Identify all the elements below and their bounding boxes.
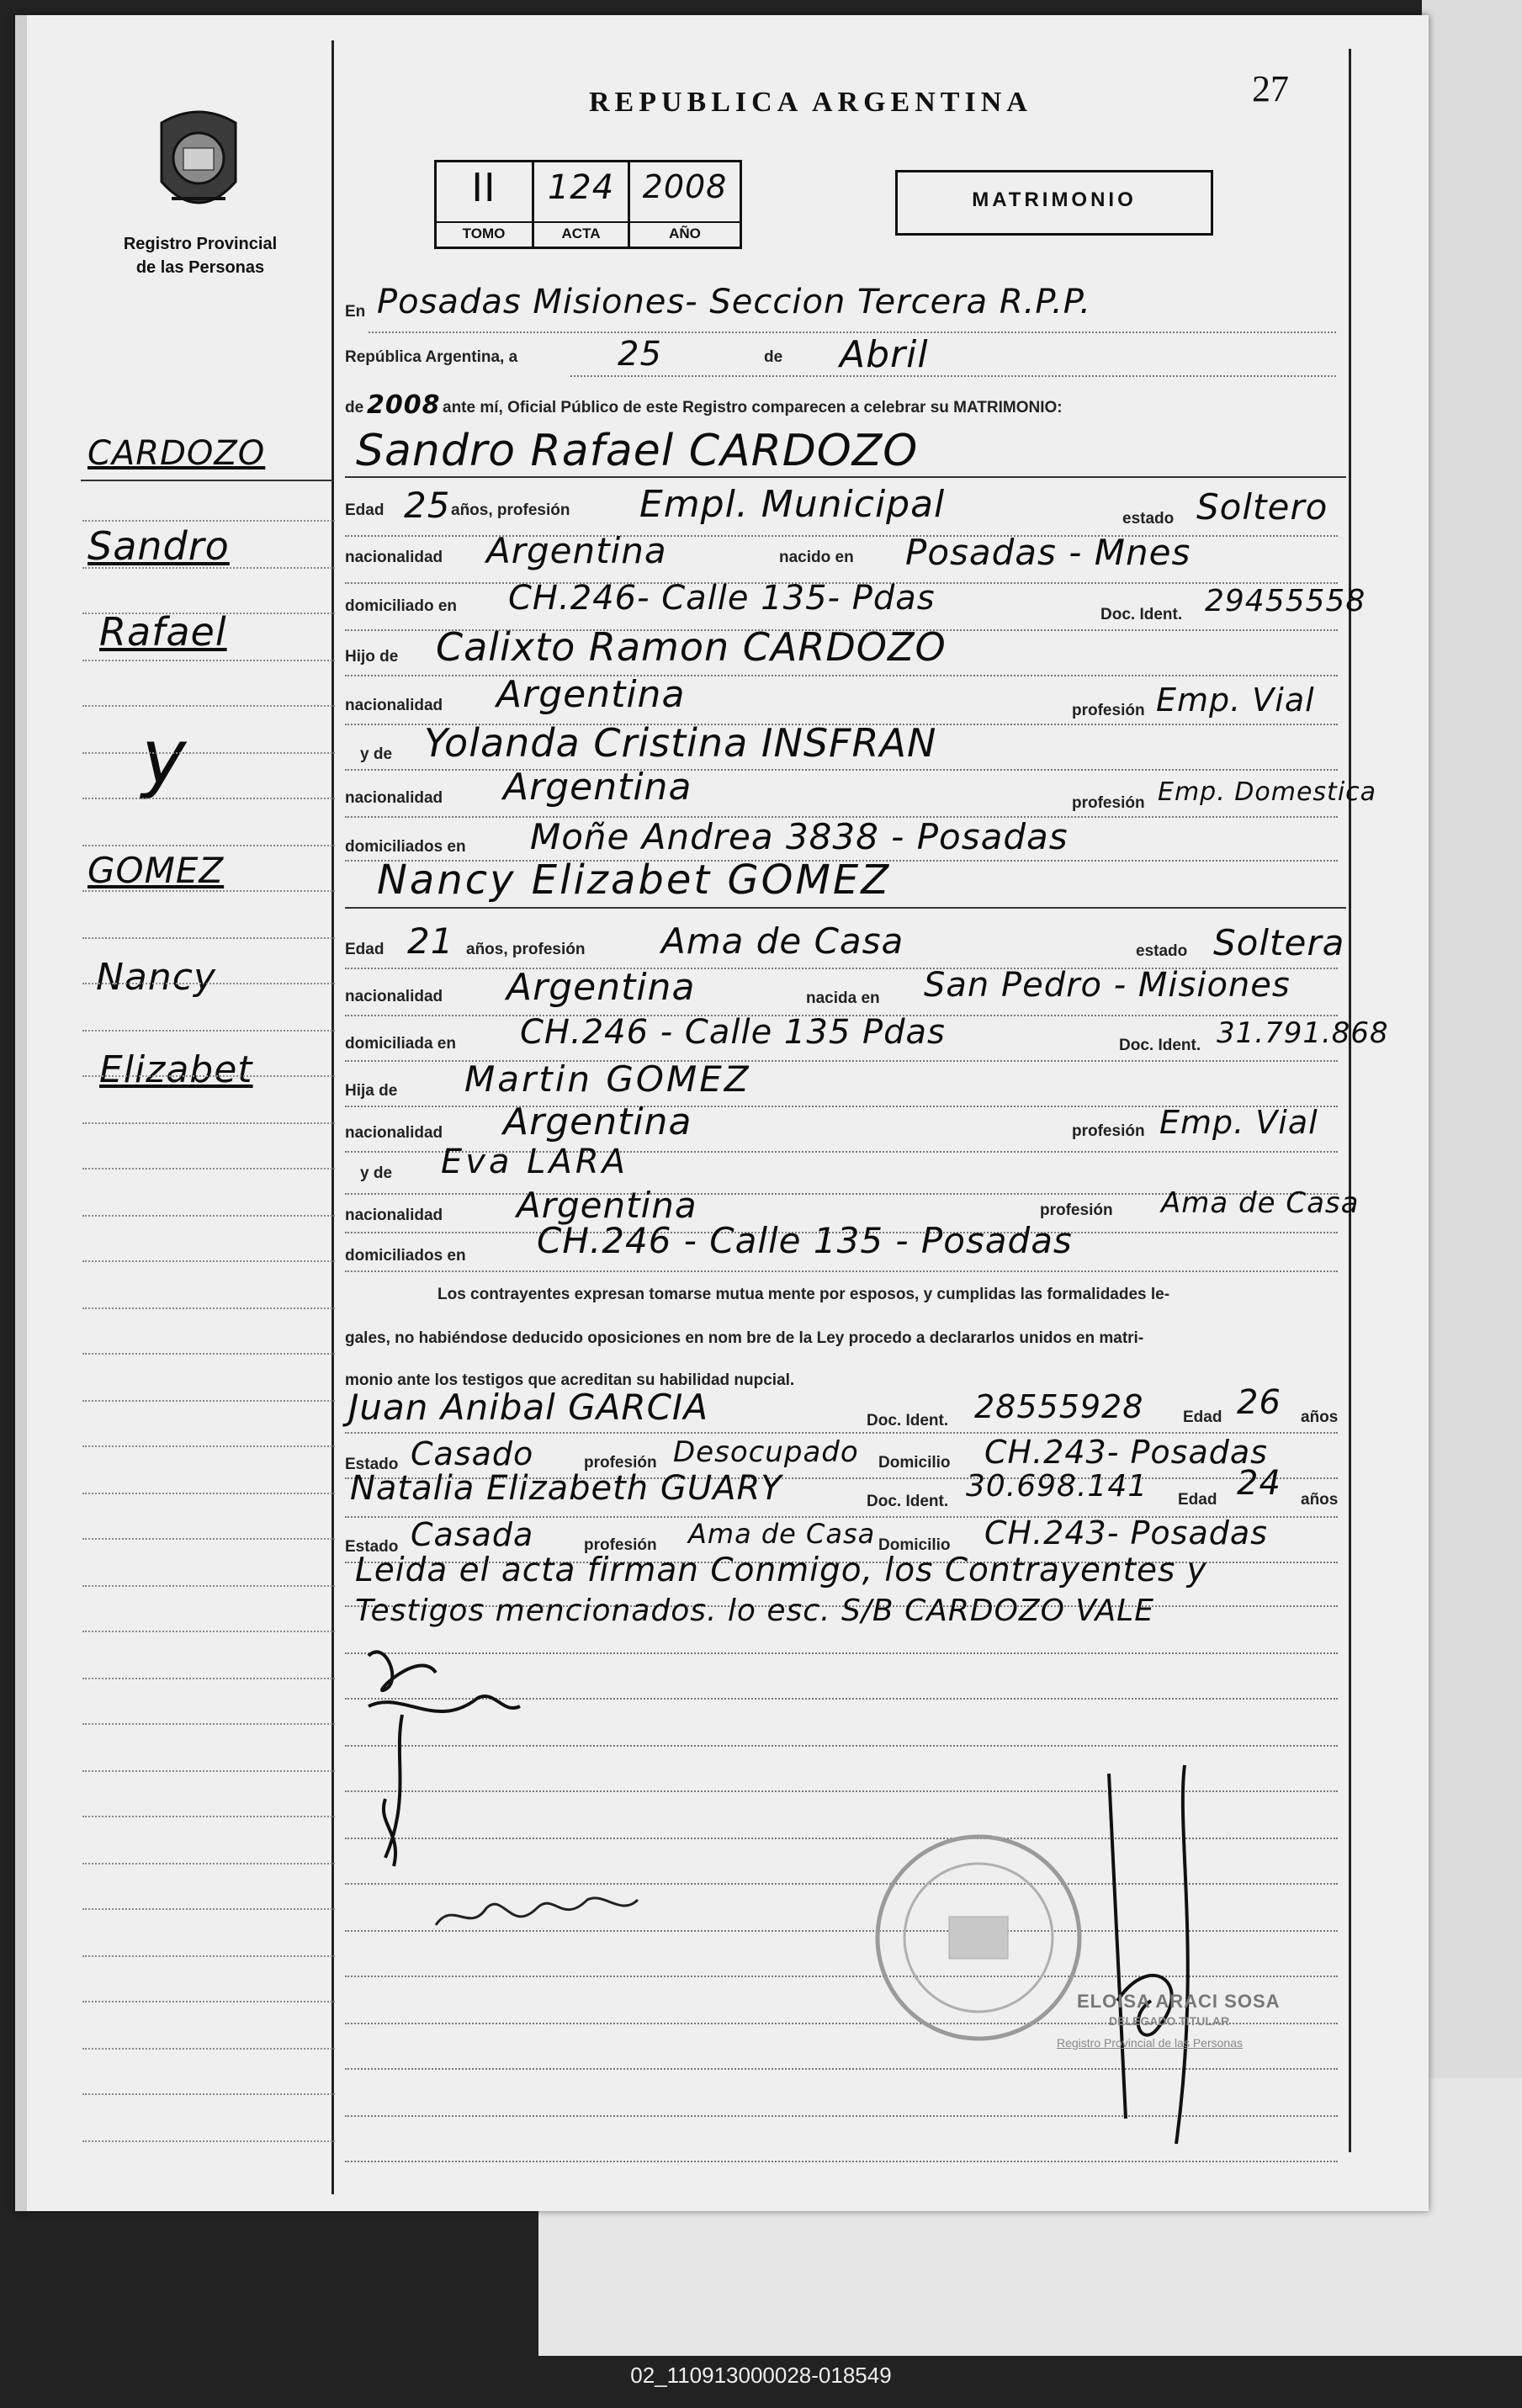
acta-value: 124	[547, 168, 615, 207]
witness1-doc: 28555928	[974, 1388, 1144, 1425]
place-value: Posadas Misiones- Seccion Tercera R.P.P.	[377, 283, 1092, 321]
witness2-doc-label: Doc. Ident.	[867, 1493, 949, 1510]
margin-dotline	[82, 1631, 335, 1632]
declaration-line2: gales, no habiéndose deducido oposiciones en nom bre de la Ley procedo a declararlos unidos en matri-	[345, 1329, 1144, 1347]
bride-father-nationality: Argentina	[503, 1101, 692, 1143]
day-value: 25	[618, 335, 662, 374]
margin-dotline	[82, 1353, 335, 1355]
closing-note-line1: Leida el acta firman Conmigo, los Contrayentes y	[355, 1551, 1207, 1589]
right-page-edge	[1422, 0, 1522, 2078]
stamp-office: Registro Provincial de las Personas	[1057, 2036, 1243, 2050]
margin-dotline	[82, 1445, 335, 1447]
groom-father-profession: Emp. Vial	[1156, 682, 1315, 719]
republica-label: República Argentina, a	[345, 348, 518, 366]
witness2-name: Natalia Elizabeth GUARY	[350, 1469, 782, 1508]
blank-row-line	[345, 2161, 1338, 2162]
year-value: 2008	[367, 390, 441, 420]
bride-father-nat-label: nacionalidad	[345, 1124, 443, 1142]
margin-dotline	[82, 937, 335, 939]
margin-dotline	[82, 1678, 335, 1679]
groom-mother-prof-label: profesión	[1072, 794, 1145, 812]
margin-dotline	[82, 890, 335, 892]
groom-address: CH.246- Calle 135- Pdas	[508, 579, 936, 618]
margin-name-bride-2: Elizabet	[99, 1048, 253, 1091]
stamp-title: DELEGADO TITULAR	[1109, 2014, 1230, 2028]
margin-dotline	[82, 613, 335, 614]
register-page	[15, 15, 1429, 2211]
bride-birthplace: San Pedro - Misiones	[924, 966, 1291, 1005]
witness1-age: 26	[1237, 1383, 1281, 1422]
margin-dotline	[82, 845, 335, 846]
groom-mother-nationality: Argentina	[503, 766, 692, 809]
margin-dotline	[82, 1260, 335, 1262]
groom-father-nat-label: nacionalidad	[345, 697, 443, 714]
witness1-profession: Desocupado	[673, 1435, 859, 1469]
witness2-domicilio-label: Domicilio	[878, 1536, 951, 1554]
groom-nacido-label: nacido en	[779, 549, 854, 566]
witness2-profession: Ama de Casa	[688, 1518, 876, 1550]
margin-dotline	[82, 1168, 335, 1170]
margin-dotline	[82, 1585, 335, 1587]
groom-domicilio-label: domiciliado en	[345, 597, 458, 615]
margin-name-bride-1: Nancy	[96, 956, 216, 999]
intro-statement: ante mí, Oficial Público de este Registro comparecen a celebrar su MATRIMONIO:	[443, 399, 1063, 416]
bride-mother-nationality: Argentina	[517, 1185, 697, 1226]
margin-dotline	[82, 2048, 335, 2050]
registry-name	[99, 232, 301, 279]
stamp-official-name: ELOISA ARACI SOSA	[1077, 1991, 1281, 2012]
registry-seal-stamp	[865, 1824, 1092, 2051]
bride-mother-prof-label: profesión	[1040, 1201, 1113, 1219]
act-type: MATRIMONIO	[972, 188, 1137, 211]
margin-dotline	[82, 1955, 335, 1957]
ano-value: 2008	[642, 168, 728, 205]
bride-nacida-label: nacida en	[806, 989, 880, 1007]
bride-doc: 31.791.868	[1217, 1016, 1389, 1050]
witness1-status: Casado	[411, 1435, 534, 1472]
witness2-estado-label: Estado	[345, 1538, 399, 1556]
margin-dotline	[82, 798, 335, 799]
margin-dotline	[82, 705, 335, 707]
registry-emblem-icon	[150, 106, 247, 222]
bride-estado-label: estado	[1136, 942, 1188, 960]
bride-yde-label: y de	[360, 1164, 393, 1182]
margin-dotline	[82, 567, 335, 569]
closing-note-line2: Testigos mencionados. lo esc. S/B CARDOZO VALE	[355, 1594, 1154, 1628]
bride-full-name: Nancy Elizabet GOMEZ	[377, 857, 892, 904]
margin-dotline	[82, 2093, 335, 2095]
right-rule	[1349, 49, 1351, 2152]
margin-conjunction: y	[141, 713, 188, 802]
witness1-domicilio-label: Domicilio	[878, 1454, 951, 1472]
bride-profession: Ama de Casa	[661, 920, 904, 962]
official-signature	[1075, 1748, 1230, 2152]
groom-nacionalidad-label: nacionalidad	[345, 549, 443, 566]
bride-nationality: Argentina	[506, 966, 696, 1009]
margin-rule	[331, 40, 334, 2194]
groom-yde-label: y de	[360, 745, 393, 763]
groom-father-prof-label: profesión	[1072, 702, 1145, 719]
witness1-profesion-label: profesión	[584, 1454, 657, 1472]
groom-birthplace: Posadas - Mnes	[905, 532, 1191, 573]
date-line	[570, 375, 1336, 377]
groom-doc-label: Doc. Ident.	[1100, 606, 1183, 623]
month-value: Abril	[840, 333, 929, 376]
groom-mother-profession: Emp. Domestica	[1158, 777, 1377, 807]
bride-father: Martin GOMEZ	[464, 1058, 751, 1100]
declaration-line3: monio ante los testigos que acreditan su habilidad nupcial.	[345, 1371, 795, 1389]
margin-name-groom-2: Rafael	[99, 609, 227, 655]
acta-label: ACTA	[561, 225, 601, 241]
margin-rule-top	[81, 480, 333, 481]
margin-dotline	[82, 1908, 335, 1910]
tomo-label: TOMO	[462, 225, 506, 241]
groom-edad-label: Edad	[345, 501, 384, 519]
groom-nationality: Argentina	[486, 530, 667, 571]
witness2-edad-label: Edad	[1178, 1491, 1217, 1509]
groom-row-line	[345, 769, 1338, 771]
groom-estado-label: estado	[1122, 510, 1175, 528]
bride-address: CH.246 - Calle 135 Pdas	[520, 1013, 946, 1052]
witness1-name: Juan Anibal GARCIA	[348, 1387, 709, 1428]
margin-dotline	[82, 1030, 335, 1032]
record-index-divider	[434, 221, 742, 223]
bride-parents-dom-label: domiciliados en	[345, 1247, 466, 1265]
margin-dotline	[82, 1723, 335, 1725]
declaration-line1: Los contrayentes expresan tomarse mutua mente por esposos, y cumplidas las formalidades le-	[438, 1286, 1170, 1303]
margin-dotline	[82, 2001, 335, 2002]
witness1-anos-label: años	[1301, 1408, 1339, 1426]
witness2-doc: 30.698.141	[966, 1469, 1148, 1504]
en-label: En	[345, 303, 366, 321]
image-id-caption: 02_110913000028-018549	[630, 2363, 892, 2388]
margin-dotline	[82, 1400, 335, 1402]
witness1-address: CH.243- Posadas	[984, 1434, 1268, 1471]
margin-dotline	[82, 1493, 335, 1494]
witness2-age: 24	[1237, 1464, 1281, 1503]
witness-signature	[427, 1875, 646, 1950]
margin-dotline	[82, 983, 335, 984]
margin-dotline	[82, 1816, 335, 1817]
groom-hijo-label: Hijo de	[345, 648, 399, 666]
groom-parents-dom-label: domiciliados en	[345, 838, 466, 856]
groom-row-line	[345, 675, 1338, 676]
bride-age: 21	[407, 920, 454, 962]
groom-status: Soltero	[1196, 486, 1328, 528]
bride-mother-profession: Ama de Casa	[1161, 1186, 1360, 1220]
margin-surname-groom: CARDOZO	[88, 434, 266, 473]
bride-father-profession: Emp. Vial	[1159, 1104, 1318, 1141]
bride-mother: Eva LARA	[441, 1143, 628, 1181]
witness1-doc-label: Doc. Ident.	[867, 1412, 949, 1429]
bride-profesion-label: años, profesión	[466, 941, 586, 958]
margin-dotline	[82, 1863, 335, 1864]
groom-profesion-label: años, profesión	[451, 501, 570, 519]
groom-parents-address: Moñe Andrea 3838 - Posadas	[530, 816, 1069, 857]
registry-name-line1: Registro Provincial	[123, 235, 278, 253]
tomo-value: II	[471, 165, 496, 210]
groom-age: 25	[404, 485, 451, 526]
witness2-status: Casada	[411, 1516, 534, 1553]
groom-father-nationality: Argentina	[496, 673, 686, 716]
witness2-address: CH.243- Posadas	[984, 1514, 1268, 1551]
margin-dotline	[82, 660, 335, 661]
margin-dotline	[82, 2140, 335, 2142]
bride-status: Soltera	[1213, 922, 1345, 963]
margin-dotline	[82, 1122, 335, 1124]
de-label: de	[764, 348, 783, 366]
bride-domicilio-label: domiciliada en	[345, 1035, 456, 1053]
groom-mother: Yolanda Cristina INSFRAN	[424, 720, 937, 766]
page-spine	[15, 15, 27, 2211]
groom-name-rule	[345, 476, 1346, 478]
bride-row-line	[345, 1270, 1338, 1272]
margin-name-groom-1: Sandro	[88, 523, 230, 569]
bride-nacionalidad-label: nacionalidad	[345, 988, 443, 1005]
groom-doc: 29455558	[1205, 584, 1366, 618]
bride-name-rule	[345, 907, 1346, 909]
groom-full-name: Sandro Rafael CARDOZO	[356, 426, 919, 476]
page-number: 27	[1252, 68, 1289, 109]
bride-doc-label: Doc. Ident.	[1119, 1037, 1201, 1054]
ano-label: AÑO	[669, 225, 701, 241]
bride-mother-nat-label: nacionalidad	[345, 1207, 443, 1224]
witness1-estado-label: Estado	[345, 1456, 399, 1473]
republic-title: REPUBLICA ARGENTINA	[589, 87, 1032, 118]
margin-dotline	[82, 1770, 335, 1772]
contracting-parties-signatures	[352, 1631, 537, 1883]
bride-father-prof-label: profesión	[1072, 1122, 1145, 1140]
margin-surname-bride: GOMEZ	[88, 850, 225, 891]
witness1-edad-label: Edad	[1183, 1408, 1222, 1426]
bride-hija-label: Hija de	[345, 1082, 398, 1100]
margin-dotline	[82, 1538, 335, 1540]
year-prefix-label: de	[345, 399, 364, 416]
registry-name-line2: de las Personas	[135, 258, 265, 277]
margin-dotline	[82, 752, 335, 754]
groom-father: Calixto Ramon CARDOZO	[436, 624, 947, 670]
margin-dotline	[82, 520, 335, 522]
bride-edad-label: Edad	[345, 941, 384, 958]
witness2-anos-label: años	[1301, 1491, 1339, 1509]
groom-mother-nat-label: nacionalidad	[345, 789, 443, 807]
witness2-profesion-label: profesión	[584, 1536, 657, 1554]
margin-dotline	[82, 1075, 335, 1077]
groom-profession: Empl. Municipal	[639, 483, 946, 526]
margin-dotline	[82, 1307, 335, 1309]
bride-parents-address: CH.246 - Calle 135 - Posadas	[537, 1220, 1073, 1261]
margin-dotline	[82, 1215, 335, 1217]
